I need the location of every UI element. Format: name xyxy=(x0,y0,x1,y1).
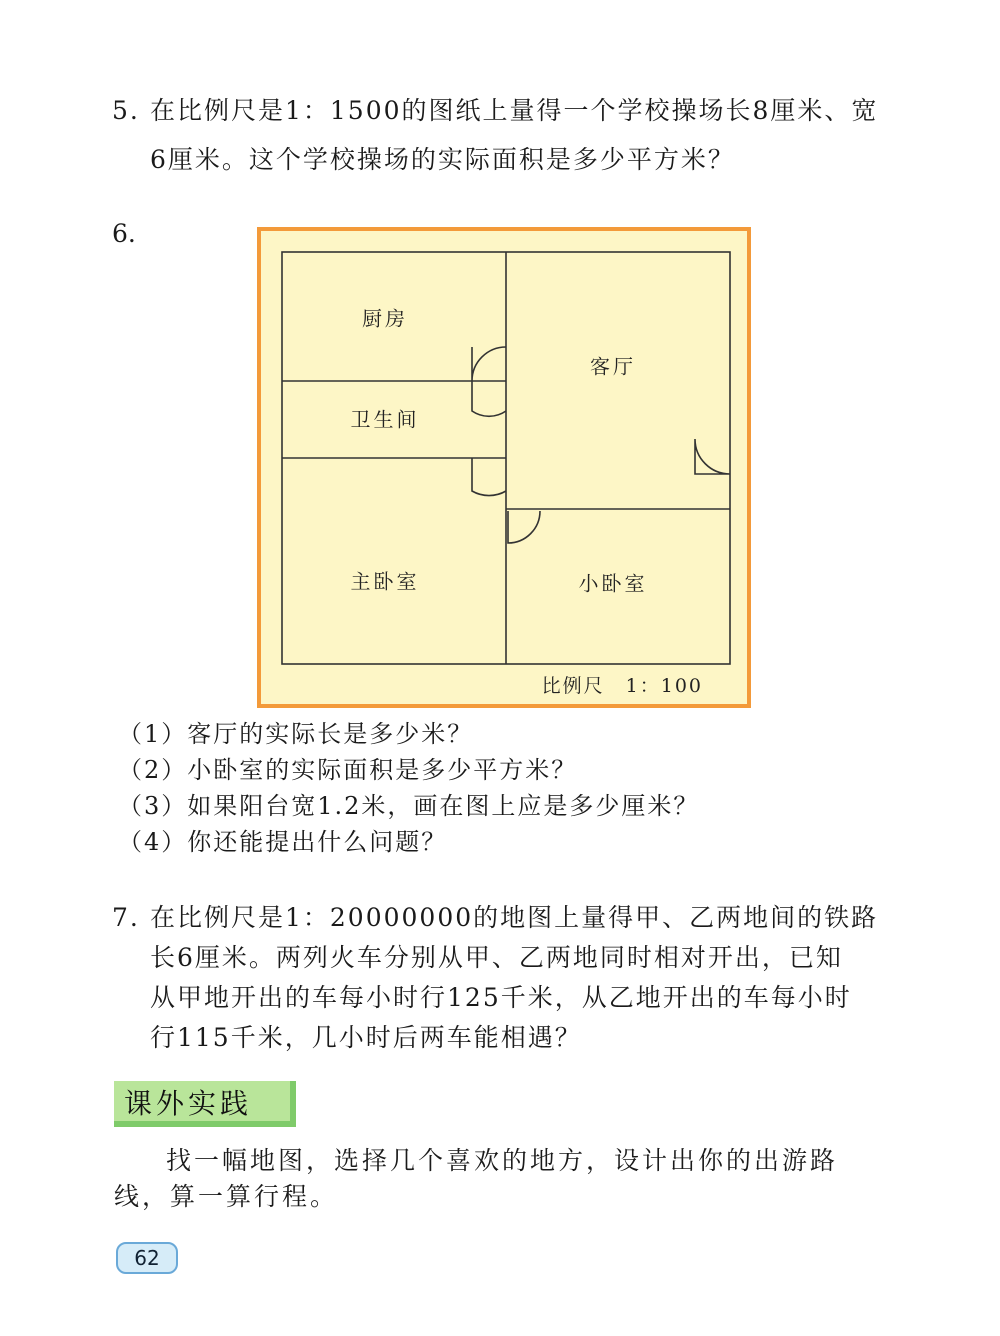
problem-6-questions xyxy=(118,716,699,860)
master-door xyxy=(472,458,506,496)
problem-7 xyxy=(112,898,878,1058)
question-4: （4）你还能提出什么问题？ xyxy=(118,828,448,856)
practice-line-1: 找一幅地图，选择几个喜欢的地方，设计出你的出游路 xyxy=(166,1146,839,1175)
scale-label: 比例尺 1：100 xyxy=(541,675,703,697)
room-bathroom: 卫生间 xyxy=(350,407,420,432)
floor-plan xyxy=(257,227,751,708)
question-2: （2）小卧室的实际面积是多少平方米？ xyxy=(118,756,578,784)
question-1: （1）客厅的实际长是多少米？ xyxy=(118,720,474,748)
problem-6-number: 6. xyxy=(112,219,136,248)
problem-7-line-1: 在比例尺是1：20000000的地图上量得甲、乙两地间的铁路 xyxy=(150,903,879,932)
problem-5-number: 5. xyxy=(112,96,140,125)
practice-line-2: 线，算一算行程。 xyxy=(114,1182,339,1211)
living-door xyxy=(695,439,730,474)
practice-section-title: 课外实践 xyxy=(114,1081,296,1127)
problem-7-line-3: 从甲地开出的车每小时行125千米，从乙地开出的车每小时 xyxy=(150,983,852,1012)
room-living: 客厅 xyxy=(590,354,636,379)
page-number: 62 xyxy=(116,1242,178,1274)
room-small-bedroom: 小卧室 xyxy=(578,571,648,596)
bathroom-door xyxy=(472,381,506,416)
problem-5 xyxy=(112,86,878,184)
problem-7-line-4: 行115千米，几小时后两车能相遇？ xyxy=(150,1023,582,1052)
problem-7-number: 7. xyxy=(112,903,140,932)
practice-text xyxy=(114,1143,914,1215)
room-master-bedroom: 主卧室 xyxy=(350,569,420,594)
problem-5-line-2: 6厘米。这个学校操场的实际面积是多少平方米？ xyxy=(150,145,735,174)
floor-plan-walls xyxy=(261,231,747,704)
room-kitchen: 厨房 xyxy=(362,306,408,331)
problem-5-line-1: 在比例尺是1：1500的图纸上量得一个学校操场长8厘米、宽 xyxy=(150,96,879,125)
small-bedroom-door xyxy=(508,511,540,543)
question-3: （3）如果阳台宽1.2米，画在图上应是多少厘米？ xyxy=(118,792,700,820)
problem-7-line-2: 长6厘米。两列火车分别从甲、乙两地同时相对开出，已知 xyxy=(150,943,843,972)
kitchen-door xyxy=(472,347,506,381)
